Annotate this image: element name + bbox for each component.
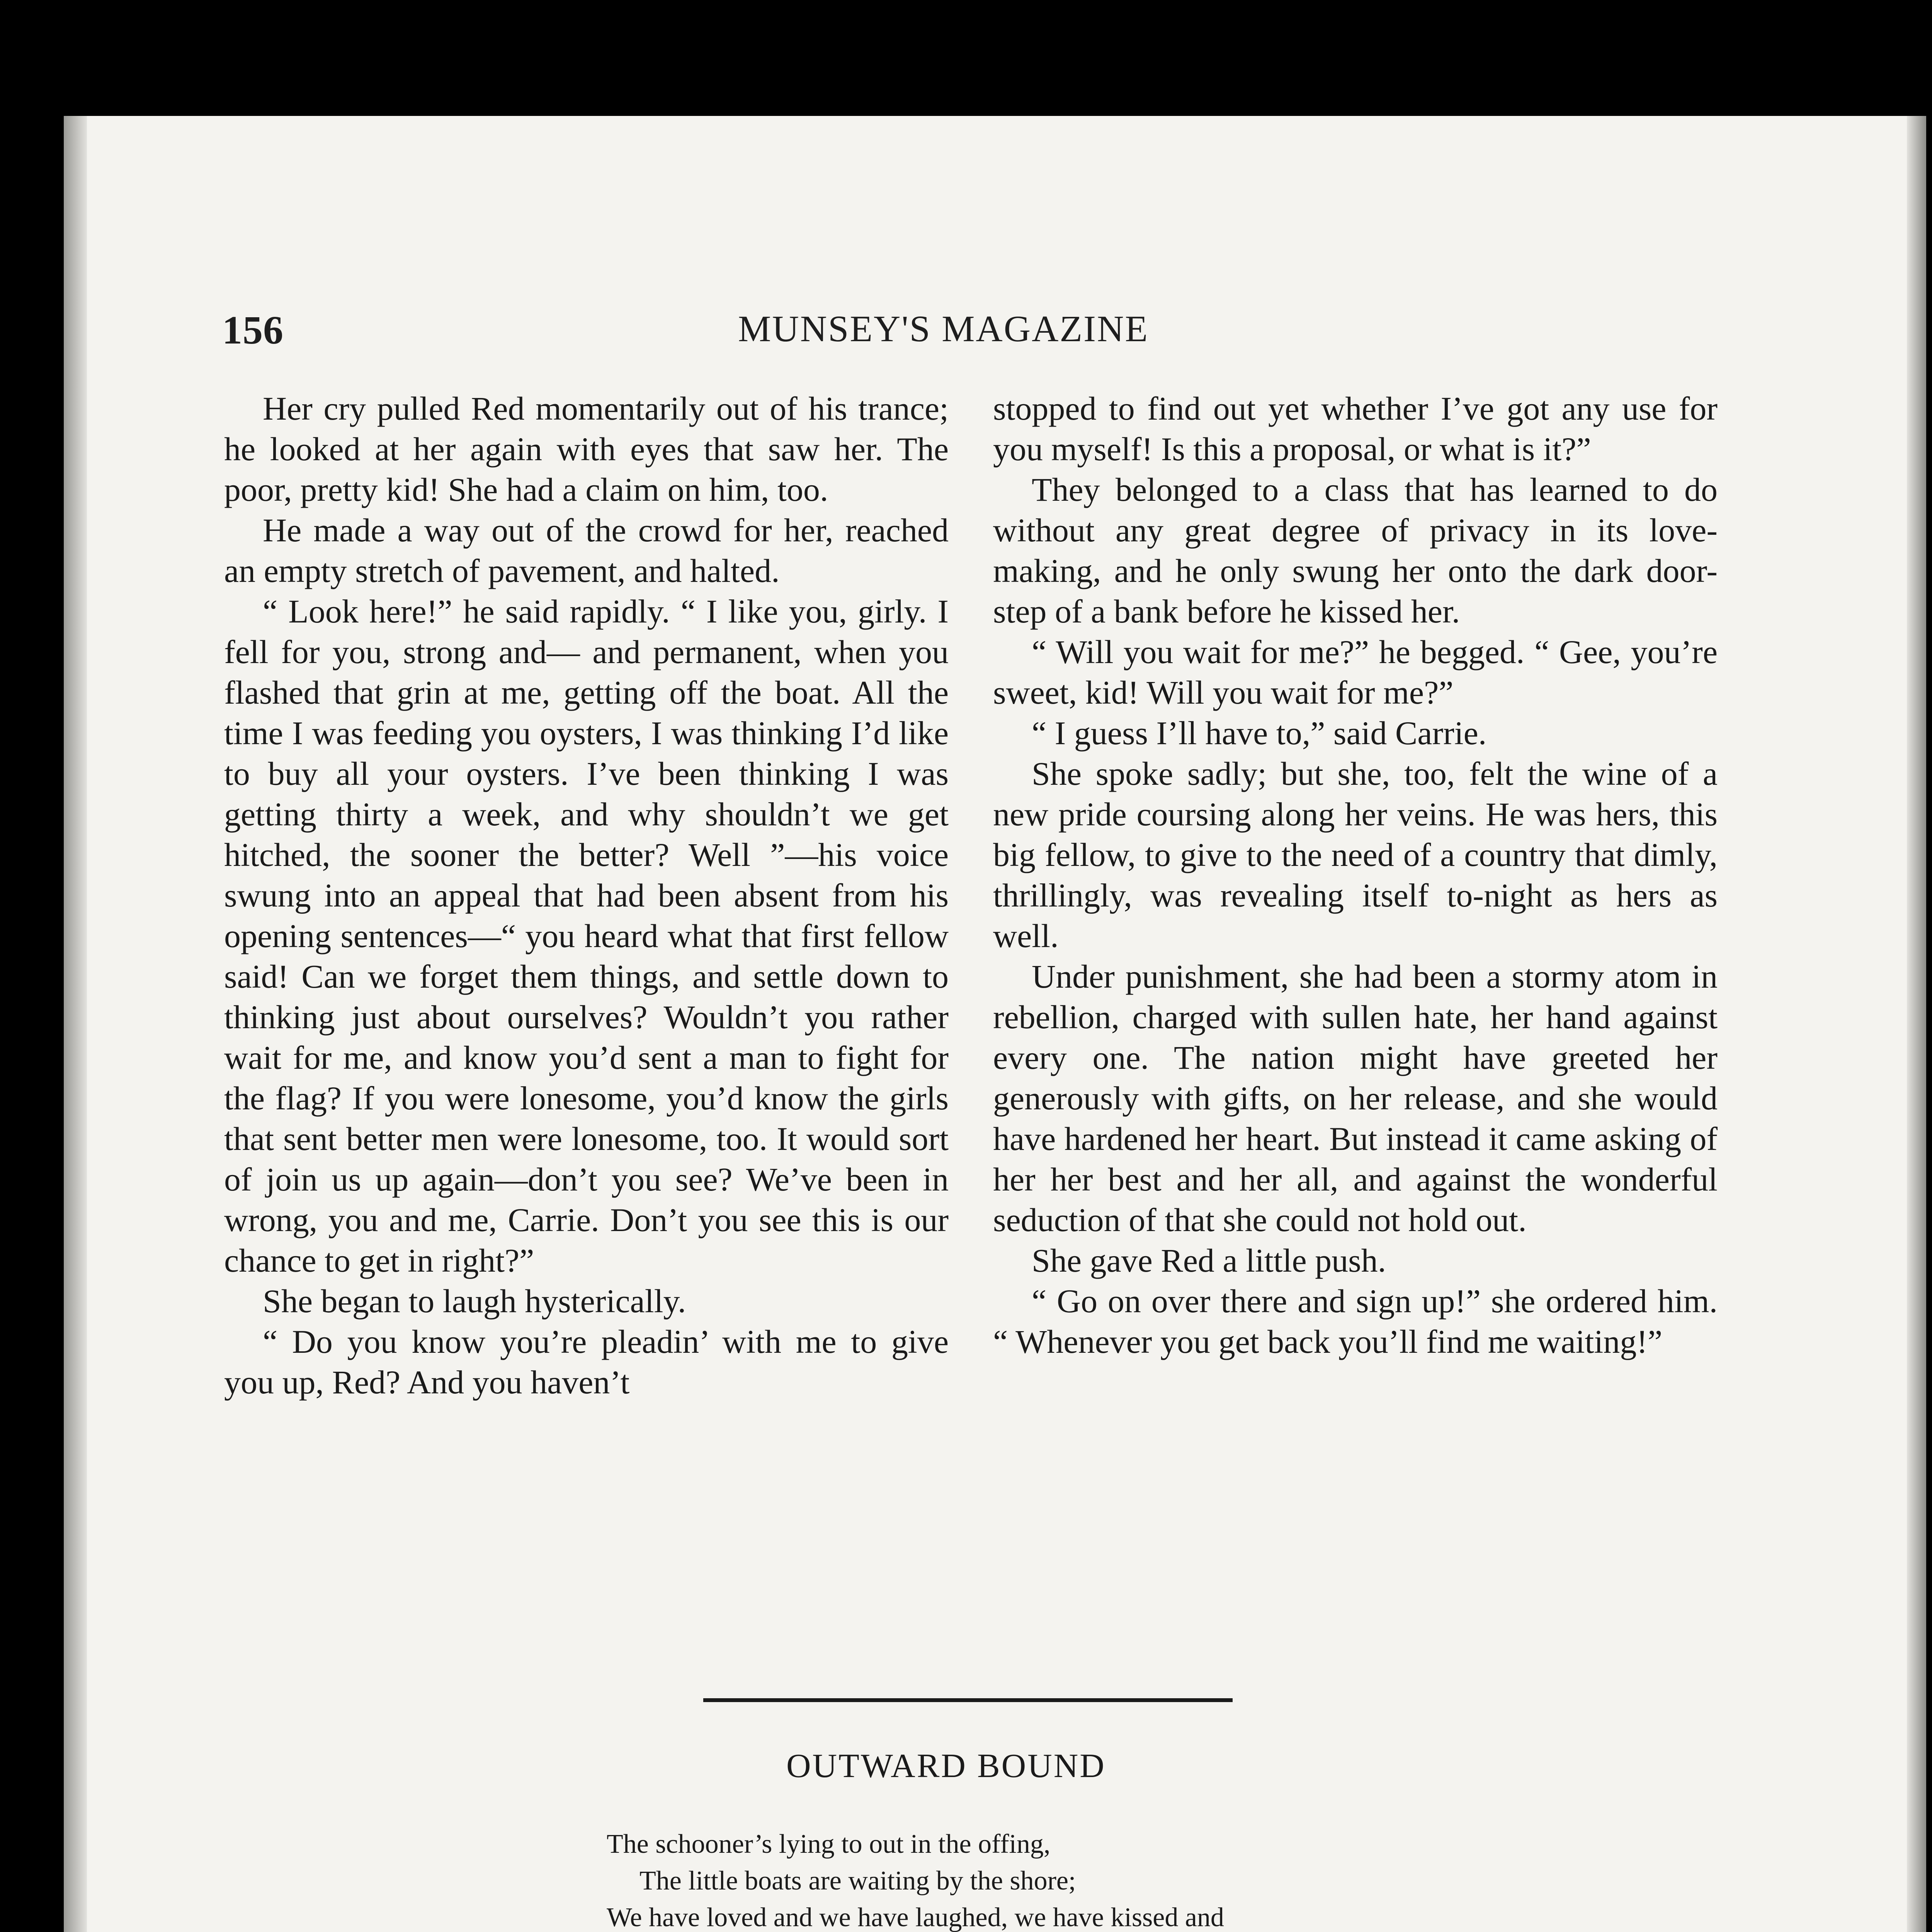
story-column-right xyxy=(993,388,1718,1362)
paragraph: They belonged to a class that has learned to do without any great degree of privacy in its love-making, and he only swung her onto the dark door-step of a bank before he kissed her. xyxy=(993,471,1718,630)
poem-line: We have loved and we have laughed, we have kissed and xyxy=(607,1903,1224,1932)
paragraph: She gave Red a little push. xyxy=(1032,1242,1386,1279)
paragraph: “ Do you know you’re pleadin’ with me to give you up, Red? And you haven’t xyxy=(224,1323,949,1401)
poem-line: The schooner’s lying to out in the offing, xyxy=(607,1829,1051,1859)
story-column-left xyxy=(224,388,949,1403)
paragraph: “ Will you wait for me?” he begged. “ Gee, you’re sweet, kid! Will you wait for me?” xyxy=(993,633,1718,711)
poem-stanza-1 xyxy=(607,1826,1650,1932)
poem-line: The little boats are waiting by the shore; xyxy=(639,1866,1076,1896)
magazine-title: MUNSEY'S MAGAZINE xyxy=(738,308,1149,349)
paragraph-continued: stopped to find out yet whether I’ve got any use for you myself! Is this a proposal, or what is it?” xyxy=(993,390,1718,468)
paragraph: “ Go on over there and sign up!” she ordered him. “ Whenever you get back you’ll find me waiting!” xyxy=(993,1282,1718,1360)
page-spine-shadow xyxy=(64,116,87,1932)
paragraph: She spoke sadly; but she, too, felt the wine of a new pride coursing along her veins. He was hers, this big fellow, to give to the need of a country that dimly, thrillingly, was revealing itself to-night as hers as well. xyxy=(993,755,1718,954)
paragraph: Under punishment, she had been a stormy atom in rebellion, charged with sullen hate, her hand against every one. The nation might have greeted her generously with gifts, on her release, and she would have hardened her heart. But instead it came asking of her her best and her all, and against the wonderful seduction of that she could not hold out. xyxy=(993,958,1718,1238)
page-edge-shadow xyxy=(1907,116,1926,1932)
page-number: 156 xyxy=(222,308,284,352)
paragraph: She began to laugh hysterically. xyxy=(263,1282,686,1320)
page-header xyxy=(222,307,1721,354)
paragraph: “ Look here!” he said rapidly. “ I like you, girly. I fell for you, strong and— and permanent, when you flashed that grin at me, getting off the boat. All the time I was feeding you oysters, I was thinking I’d like to buy all your oysters. I’ve been thinking I was getting thirty a week, and why shouldn’t we get hitched, the sooner the better? Well ”—his voice swung into an appeal that had been absent from his opening sentences—“ you heard what that first fellow said! Can we forget them things, and settle down to thinking just about ourselves? Wouldn’t you rather wait for me, and know you’d sent a man to fight for the flag? If you were lonesome, you’d know the girls that sent better men were lonesome, too. It would sort of join us up again—don’t you see? We’ve been in wrong, you and me, Carrie. Don’t you see this is our chance to get in right?” xyxy=(224,593,949,1279)
paragraph: Her cry pulled Red momentarily out of his trance; he looked at her again with eyes that saw her. The poor, pretty kid! She had a claim on him, too. xyxy=(224,390,949,508)
section-divider xyxy=(703,1698,1233,1702)
poem-title: OUTWARD BOUND xyxy=(786,1747,1106,1785)
paragraph: He made a way out of the crowd for her, reached an empty stretch of pavement, and halted. xyxy=(224,512,949,589)
paragraph: “ I guess I’ll have to,” said Carrie. xyxy=(1032,714,1487,752)
poem-body xyxy=(607,1826,1650,1932)
